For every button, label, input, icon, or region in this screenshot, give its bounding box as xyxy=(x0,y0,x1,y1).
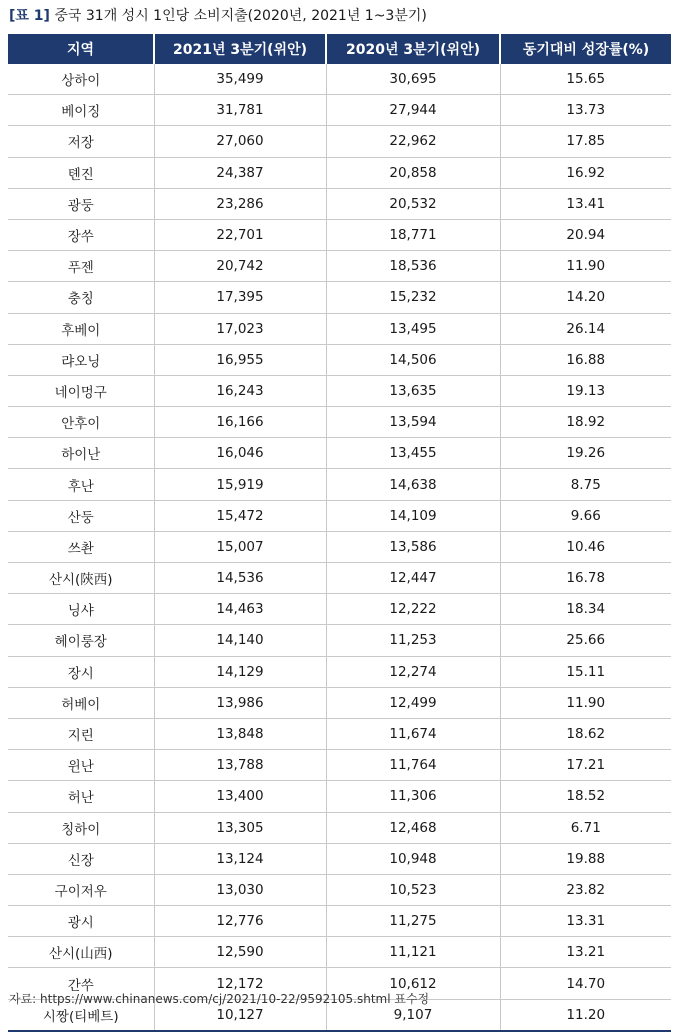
cell-2020-q3: 15,232 xyxy=(326,282,500,313)
cell-2020-q3: 11,253 xyxy=(326,625,500,656)
cell-2021-q3: 16,046 xyxy=(154,438,326,469)
cell-2021-q3: 15,472 xyxy=(154,500,326,531)
cell-region: 지린 xyxy=(8,718,154,749)
cell-growth-rate: 16.78 xyxy=(500,563,671,594)
table-row xyxy=(8,438,671,469)
cell-region: 충칭 xyxy=(8,282,154,313)
table-row xyxy=(8,344,671,375)
cell-growth-rate: 19.13 xyxy=(500,375,671,406)
cell-2020-q3: 20,532 xyxy=(326,188,500,219)
cell-2020-q3: 13,455 xyxy=(326,438,500,469)
cell-2020-q3: 13,635 xyxy=(326,375,500,406)
cell-region: 광시 xyxy=(8,906,154,937)
cell-growth-rate: 15.11 xyxy=(500,656,671,687)
cell-2021-q3: 13,400 xyxy=(154,781,326,812)
cell-growth-rate: 16.92 xyxy=(500,157,671,188)
table-row xyxy=(8,594,671,625)
cell-2020-q3: 10,523 xyxy=(326,874,500,905)
cell-2020-q3: 14,638 xyxy=(326,469,500,500)
table-row xyxy=(8,313,671,344)
cell-2020-q3: 10,612 xyxy=(326,968,500,999)
cell-2021-q3: 17,023 xyxy=(154,313,326,344)
table-row xyxy=(8,126,671,157)
cell-2021-q3: 13,788 xyxy=(154,750,326,781)
cell-region: 신장 xyxy=(8,843,154,874)
cell-region: 톈진 xyxy=(8,157,154,188)
cell-growth-rate: 11.90 xyxy=(500,251,671,282)
cell-growth-rate: 8.75 xyxy=(500,469,671,500)
cell-2020-q3: 14,109 xyxy=(326,500,500,531)
cell-growth-rate: 18.52 xyxy=(500,781,671,812)
cell-region: 상하이 xyxy=(8,64,154,95)
header-2021-q3: 2021년 3분기(위안) xyxy=(154,34,326,64)
cell-region: 장시 xyxy=(8,656,154,687)
table-row xyxy=(8,64,671,95)
consumption-table xyxy=(8,34,671,1032)
cell-2020-q3: 11,121 xyxy=(326,937,500,968)
cell-2020-q3: 18,771 xyxy=(326,219,500,250)
cell-growth-rate: 18.62 xyxy=(500,718,671,749)
cell-2021-q3: 31,781 xyxy=(154,95,326,126)
cell-2021-q3: 14,463 xyxy=(154,594,326,625)
cell-2021-q3: 15,007 xyxy=(154,531,326,562)
cell-growth-rate: 14.70 xyxy=(500,968,671,999)
table-row xyxy=(8,531,671,562)
cell-2021-q3: 12,776 xyxy=(154,906,326,937)
header-2020-q3: 2020년 3분기(위안) xyxy=(326,34,500,64)
cell-2021-q3: 13,986 xyxy=(154,687,326,718)
table-row xyxy=(8,251,671,282)
cell-2021-q3: 15,919 xyxy=(154,469,326,500)
cell-growth-rate: 19.26 xyxy=(500,438,671,469)
cell-2021-q3: 17,395 xyxy=(154,282,326,313)
cell-2020-q3: 30,695 xyxy=(326,64,500,95)
cell-growth-rate: 14.20 xyxy=(500,282,671,313)
table-number-label: [표 1] xyxy=(9,8,50,24)
cell-region: 하이난 xyxy=(8,438,154,469)
cell-growth-rate: 23.82 xyxy=(500,874,671,905)
table-row xyxy=(8,718,671,749)
cell-region: 저장 xyxy=(8,126,154,157)
cell-2021-q3: 16,955 xyxy=(154,344,326,375)
cell-region: 허난 xyxy=(8,781,154,812)
cell-region: 산둥 xyxy=(8,500,154,531)
cell-region: 간쑤 xyxy=(8,968,154,999)
cell-2021-q3: 27,060 xyxy=(154,126,326,157)
cell-region: 구이저우 xyxy=(8,874,154,905)
cell-2020-q3: 12,468 xyxy=(326,812,500,843)
cell-growth-rate: 17.85 xyxy=(500,126,671,157)
cell-region: 광둥 xyxy=(8,188,154,219)
cell-region: 헤이룽장 xyxy=(8,625,154,656)
table-header-row xyxy=(8,34,671,64)
cell-2020-q3: 18,536 xyxy=(326,251,500,282)
cell-2021-q3: 10,127 xyxy=(154,999,326,1031)
table-row xyxy=(8,874,671,905)
cell-2020-q3: 20,858 xyxy=(326,157,500,188)
cell-growth-rate: 18.92 xyxy=(500,407,671,438)
cell-2021-q3: 20,742 xyxy=(154,251,326,282)
cell-2020-q3: 10,948 xyxy=(326,843,500,874)
cell-growth-rate: 6.71 xyxy=(500,812,671,843)
cell-growth-rate: 17.21 xyxy=(500,750,671,781)
cell-growth-rate: 26.14 xyxy=(500,313,671,344)
table-row xyxy=(8,750,671,781)
cell-2021-q3: 24,387 xyxy=(154,157,326,188)
cell-growth-rate: 20.94 xyxy=(500,219,671,250)
cell-region: 장쑤 xyxy=(8,219,154,250)
cell-2020-q3: 22,962 xyxy=(326,126,500,157)
cell-2021-q3: 16,243 xyxy=(154,375,326,406)
cell-growth-rate: 10.46 xyxy=(500,531,671,562)
table-row xyxy=(8,407,671,438)
cell-2020-q3: 11,275 xyxy=(326,906,500,937)
cell-growth-rate: 13.31 xyxy=(500,906,671,937)
cell-growth-rate: 11.20 xyxy=(500,999,671,1031)
cell-2021-q3: 13,305 xyxy=(154,812,326,843)
cell-2021-q3: 12,172 xyxy=(154,968,326,999)
cell-region: 후베이 xyxy=(8,313,154,344)
table-row xyxy=(8,188,671,219)
table-row xyxy=(8,843,671,874)
cell-growth-rate: 18.34 xyxy=(500,594,671,625)
cell-region: 시짱(티베트) xyxy=(8,999,154,1031)
cell-growth-rate: 15.65 xyxy=(500,64,671,95)
cell-2020-q3: 11,764 xyxy=(326,750,500,781)
cell-region: 베이징 xyxy=(8,95,154,126)
cell-growth-rate: 19.88 xyxy=(500,843,671,874)
cell-region: 네이멍구 xyxy=(8,375,154,406)
cell-2021-q3: 13,030 xyxy=(154,874,326,905)
cell-2021-q3: 22,701 xyxy=(154,219,326,250)
cell-growth-rate: 9.66 xyxy=(500,500,671,531)
table-row xyxy=(8,95,671,126)
cell-2020-q3: 12,499 xyxy=(326,687,500,718)
cell-2021-q3: 14,536 xyxy=(154,563,326,594)
table-row xyxy=(8,563,671,594)
cell-2021-q3: 16,166 xyxy=(154,407,326,438)
cell-region: 닝샤 xyxy=(8,594,154,625)
header-growth-rate: 동기대비 성장률(%) xyxy=(500,34,671,64)
cell-2021-q3: 13,124 xyxy=(154,843,326,874)
table-row xyxy=(8,157,671,188)
cell-region: 윈난 xyxy=(8,750,154,781)
table-row xyxy=(8,375,671,406)
cell-2021-q3: 14,129 xyxy=(154,656,326,687)
cell-2020-q3: 13,495 xyxy=(326,313,500,344)
table-row xyxy=(8,781,671,812)
cell-region: 쓰촨 xyxy=(8,531,154,562)
table-title: 중국 31개 성시 1인당 소비지출(2020년, 2021년 1~3분기) xyxy=(54,8,427,24)
source-note: 자료: https://www.chinanews.com/cj/2021/10-22/9592105.shtml 표수정 xyxy=(9,992,430,1006)
cell-region: 푸젠 xyxy=(8,251,154,282)
table-row xyxy=(8,469,671,500)
cell-2020-q3: 13,594 xyxy=(326,407,500,438)
cell-region: 산시(陝西) xyxy=(8,563,154,594)
cell-growth-rate: 13.73 xyxy=(500,95,671,126)
header-region: 지역 xyxy=(8,34,154,64)
cell-region: 안후이 xyxy=(8,407,154,438)
table-row xyxy=(8,687,671,718)
cell-2020-q3: 13,586 xyxy=(326,531,500,562)
cell-2021-q3: 14,140 xyxy=(154,625,326,656)
cell-2020-q3: 12,274 xyxy=(326,656,500,687)
table-row xyxy=(8,282,671,313)
cell-growth-rate: 13.21 xyxy=(500,937,671,968)
cell-growth-rate: 16.88 xyxy=(500,344,671,375)
cell-2020-q3: 12,222 xyxy=(326,594,500,625)
table-row xyxy=(8,812,671,843)
table-row xyxy=(8,937,671,968)
table-row xyxy=(8,906,671,937)
consumption-table-container xyxy=(8,34,671,1032)
cell-growth-rate: 11.90 xyxy=(500,687,671,718)
table-row xyxy=(8,625,671,656)
table-body xyxy=(8,64,671,1031)
cell-2020-q3: 9,107 xyxy=(326,999,500,1031)
cell-2020-q3: 11,306 xyxy=(326,781,500,812)
cell-region: 후난 xyxy=(8,469,154,500)
table-caption xyxy=(9,6,427,26)
cell-2020-q3: 27,944 xyxy=(326,95,500,126)
cell-region: 랴오닝 xyxy=(8,344,154,375)
table-row xyxy=(8,219,671,250)
cell-2021-q3: 35,499 xyxy=(154,64,326,95)
cell-2020-q3: 12,447 xyxy=(326,563,500,594)
cell-region: 칭하이 xyxy=(8,812,154,843)
cell-region: 허베이 xyxy=(8,687,154,718)
table-row xyxy=(8,500,671,531)
cell-2020-q3: 11,674 xyxy=(326,718,500,749)
cell-2021-q3: 12,590 xyxy=(154,937,326,968)
cell-2021-q3: 23,286 xyxy=(154,188,326,219)
cell-2020-q3: 14,506 xyxy=(326,344,500,375)
cell-2021-q3: 13,848 xyxy=(154,718,326,749)
cell-region: 산시(山西) xyxy=(8,937,154,968)
table-row xyxy=(8,656,671,687)
cell-growth-rate: 13.41 xyxy=(500,188,671,219)
cell-growth-rate: 25.66 xyxy=(500,625,671,656)
